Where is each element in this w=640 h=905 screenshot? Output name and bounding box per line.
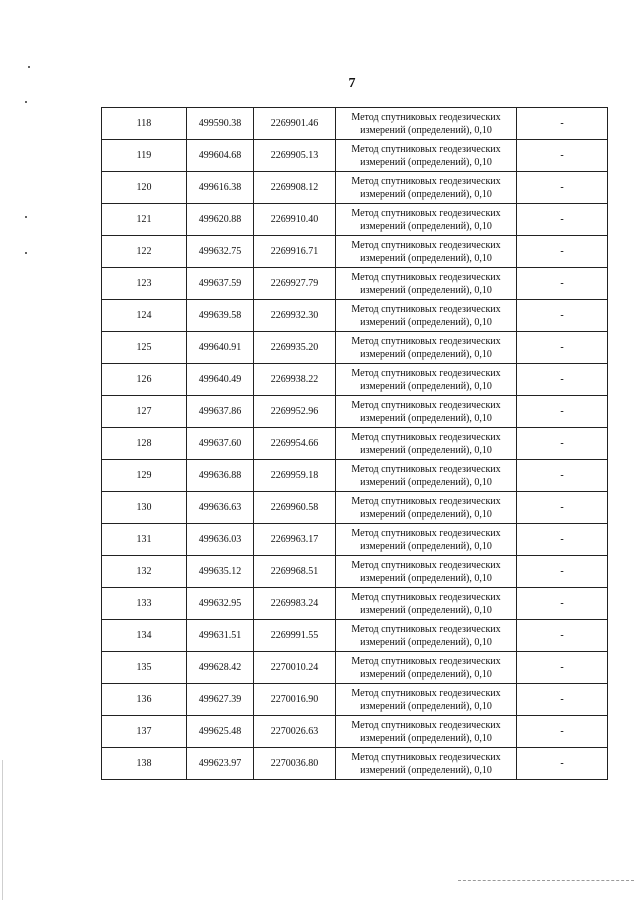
point-number-cell: 131 xyxy=(102,524,187,556)
x-coordinate-cell: 499604.68 xyxy=(187,140,254,172)
method-cell: Метод спутниковых геодезических измерений (определений), 0,10 xyxy=(336,492,517,524)
method-cell: Метод спутниковых геодезических измерений (определений), 0,10 xyxy=(336,652,517,684)
description-cell: - xyxy=(517,652,608,684)
y-coordinate-cell: 2269960.58 xyxy=(254,492,336,524)
method-cell: Метод спутниковых геодезических измерений (определений), 0,10 xyxy=(336,108,517,140)
point-number-cell: 125 xyxy=(102,332,187,364)
y-coordinate-cell: 2269983.24 xyxy=(254,588,336,620)
method-cell: Метод спутниковых геодезических измерений (определений), 0,10 xyxy=(336,620,517,652)
method-cell: Метод спутниковых геодезических измерений (определений), 0,10 xyxy=(336,396,517,428)
x-coordinate-cell: 499635.12 xyxy=(187,556,254,588)
y-coordinate-cell: 2269916.71 xyxy=(254,236,336,268)
method-cell: Метод спутниковых геодезических измерений (определений), 0,10 xyxy=(336,236,517,268)
description-cell: - xyxy=(517,140,608,172)
description-cell: - xyxy=(517,332,608,364)
coordinates-table xyxy=(101,107,608,780)
point-number-cell: 136 xyxy=(102,684,187,716)
page-number: 7 xyxy=(348,76,356,91)
scan-speck xyxy=(28,66,30,68)
table-row xyxy=(102,556,608,588)
table-row xyxy=(102,364,608,396)
x-coordinate-cell: 499637.60 xyxy=(187,428,254,460)
table-row xyxy=(102,268,608,300)
x-coordinate-cell: 499636.63 xyxy=(187,492,254,524)
method-cell: Метод спутниковых геодезических измерений (определений), 0,10 xyxy=(336,364,517,396)
table-row xyxy=(102,460,608,492)
table-row xyxy=(102,524,608,556)
y-coordinate-cell: 2269952.96 xyxy=(254,396,336,428)
x-coordinate-cell: 499628.42 xyxy=(187,652,254,684)
description-cell: - xyxy=(517,172,608,204)
method-cell: Метод спутниковых геодезических измерений (определений), 0,10 xyxy=(336,300,517,332)
table-row xyxy=(102,716,608,748)
y-coordinate-cell: 2269938.22 xyxy=(254,364,336,396)
point-number-cell: 130 xyxy=(102,492,187,524)
point-number-cell: 129 xyxy=(102,460,187,492)
description-cell: - xyxy=(517,396,608,428)
point-number-cell: 128 xyxy=(102,428,187,460)
method-cell: Метод спутниковых геодезических измерений (определений), 0,10 xyxy=(336,556,517,588)
point-number-cell: 124 xyxy=(102,300,187,332)
table-row xyxy=(102,748,608,780)
description-cell: - xyxy=(517,108,608,140)
method-cell: Метод спутниковых геодезических измерений (определений), 0,10 xyxy=(336,428,517,460)
table-row xyxy=(102,492,608,524)
description-cell: - xyxy=(517,236,608,268)
method-cell: Метод спутниковых геодезических измерений (определений), 0,10 xyxy=(336,524,517,556)
description-cell: - xyxy=(517,300,608,332)
table-row xyxy=(102,332,608,364)
x-coordinate-cell: 499625.48 xyxy=(187,716,254,748)
x-coordinate-cell: 499640.49 xyxy=(187,364,254,396)
point-number-cell: 138 xyxy=(102,748,187,780)
description-cell: - xyxy=(517,588,608,620)
x-coordinate-cell: 499620.88 xyxy=(187,204,254,236)
table-row xyxy=(102,204,608,236)
y-coordinate-cell: 2269954.66 xyxy=(254,428,336,460)
y-coordinate-cell: 2270016.90 xyxy=(254,684,336,716)
point-number-cell: 123 xyxy=(102,268,187,300)
point-number-cell: 119 xyxy=(102,140,187,172)
table-row xyxy=(102,396,608,428)
method-cell: Метод спутниковых геодезических измерений (определений), 0,10 xyxy=(336,684,517,716)
coordinates-table-body xyxy=(102,108,608,780)
scan-speck xyxy=(25,101,27,103)
method-cell: Метод спутниковых геодезических измерений (определений), 0,10 xyxy=(336,332,517,364)
x-coordinate-cell: 499632.75 xyxy=(187,236,254,268)
x-coordinate-cell: 499623.97 xyxy=(187,748,254,780)
y-coordinate-cell: 2269935.20 xyxy=(254,332,336,364)
y-coordinate-cell: 2269959.18 xyxy=(254,460,336,492)
y-coordinate-cell: 2269991.55 xyxy=(254,620,336,652)
y-coordinate-cell: 2269901.46 xyxy=(254,108,336,140)
description-cell: - xyxy=(517,204,608,236)
x-coordinate-cell: 499636.88 xyxy=(187,460,254,492)
y-coordinate-cell: 2270036.80 xyxy=(254,748,336,780)
scan-speck xyxy=(25,216,27,218)
y-coordinate-cell: 2269908.12 xyxy=(254,172,336,204)
y-coordinate-cell: 2269910.40 xyxy=(254,204,336,236)
table-row xyxy=(102,236,608,268)
method-cell: Метод спутниковых геодезических измерений (определений), 0,10 xyxy=(336,268,517,300)
scan-margin-line xyxy=(2,760,3,900)
table-row xyxy=(102,620,608,652)
scan-speck xyxy=(25,252,27,254)
description-cell: - xyxy=(517,364,608,396)
description-cell: - xyxy=(517,268,608,300)
table-row xyxy=(102,428,608,460)
x-coordinate-cell: 499632.95 xyxy=(187,588,254,620)
x-coordinate-cell: 499590.38 xyxy=(187,108,254,140)
description-cell: - xyxy=(517,620,608,652)
y-coordinate-cell: 2270026.63 xyxy=(254,716,336,748)
point-number-cell: 127 xyxy=(102,396,187,428)
description-cell: - xyxy=(517,748,608,780)
description-cell: - xyxy=(517,460,608,492)
x-coordinate-cell: 499627.39 xyxy=(187,684,254,716)
x-coordinate-cell: 499637.59 xyxy=(187,268,254,300)
table-row xyxy=(102,140,608,172)
point-number-cell: 132 xyxy=(102,556,187,588)
method-cell: Метод спутниковых геодезических измерений (определений), 0,10 xyxy=(336,460,517,492)
x-coordinate-cell: 499639.58 xyxy=(187,300,254,332)
table-row xyxy=(102,684,608,716)
x-coordinate-cell: 499616.38 xyxy=(187,172,254,204)
point-number-cell: 122 xyxy=(102,236,187,268)
table-row xyxy=(102,652,608,684)
method-cell: Метод спутниковых геодезических измерений (определений), 0,10 xyxy=(336,172,517,204)
footer-rule xyxy=(458,880,634,882)
method-cell: Метод спутниковых геодезических измерений (определений), 0,10 xyxy=(336,588,517,620)
x-coordinate-cell: 499631.51 xyxy=(187,620,254,652)
method-cell: Метод спутниковых геодезических измерений (определений), 0,10 xyxy=(336,204,517,236)
method-cell: Метод спутниковых геодезических измерений (определений), 0,10 xyxy=(336,140,517,172)
description-cell: - xyxy=(517,684,608,716)
description-cell: - xyxy=(517,492,608,524)
description-cell: - xyxy=(517,524,608,556)
point-number-cell: 137 xyxy=(102,716,187,748)
y-coordinate-cell: 2269963.17 xyxy=(254,524,336,556)
method-cell: Метод спутниковых геодезических измерений (определений), 0,10 xyxy=(336,748,517,780)
y-coordinate-cell: 2270010.24 xyxy=(254,652,336,684)
method-cell: Метод спутниковых геодезических измерений (определений), 0,10 xyxy=(336,716,517,748)
table-row xyxy=(102,172,608,204)
y-coordinate-cell: 2269927.79 xyxy=(254,268,336,300)
point-number-cell: 118 xyxy=(102,108,187,140)
table-row xyxy=(102,588,608,620)
description-cell: - xyxy=(517,716,608,748)
point-number-cell: 126 xyxy=(102,364,187,396)
point-number-cell: 133 xyxy=(102,588,187,620)
table-row xyxy=(102,300,608,332)
table-row xyxy=(102,108,608,140)
x-coordinate-cell: 499637.86 xyxy=(187,396,254,428)
x-coordinate-cell: 499636.03 xyxy=(187,524,254,556)
point-number-cell: 134 xyxy=(102,620,187,652)
point-number-cell: 120 xyxy=(102,172,187,204)
y-coordinate-cell: 2269932.30 xyxy=(254,300,336,332)
y-coordinate-cell: 2269905.13 xyxy=(254,140,336,172)
y-coordinate-cell: 2269968.51 xyxy=(254,556,336,588)
x-coordinate-cell: 499640.91 xyxy=(187,332,254,364)
description-cell: - xyxy=(517,556,608,588)
point-number-cell: 135 xyxy=(102,652,187,684)
point-number-cell: 121 xyxy=(102,204,187,236)
description-cell: - xyxy=(517,428,608,460)
